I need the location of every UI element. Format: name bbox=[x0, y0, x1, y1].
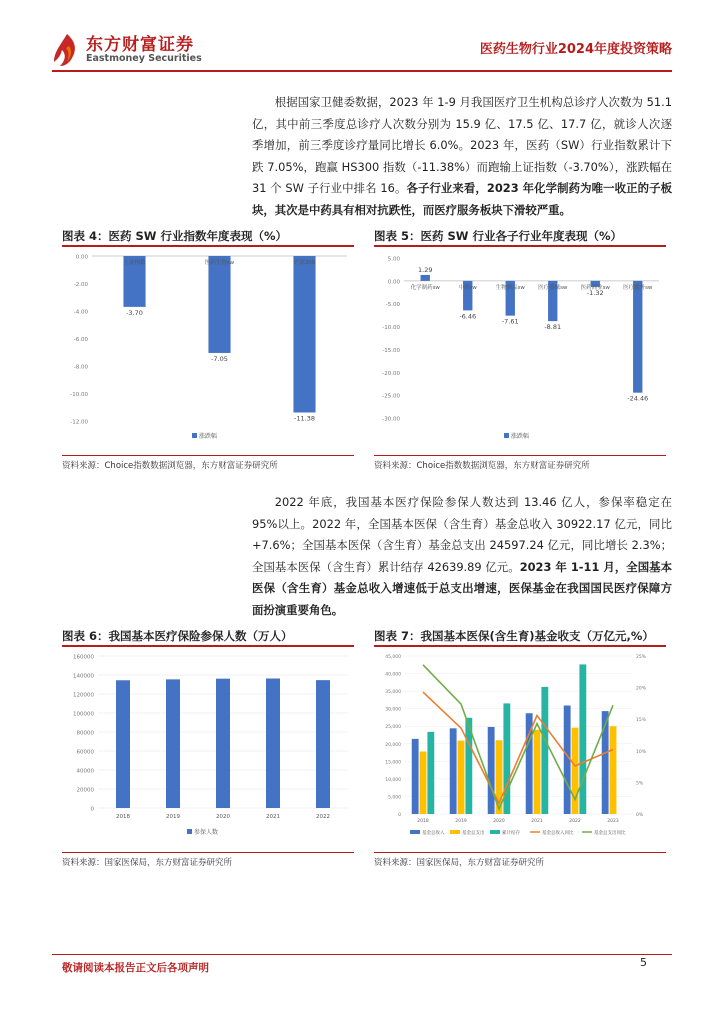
paragraph-highlight: 2023 年 1-11 月，全国基本医保（含生育）基金总收入增速低于总支出增速，医保基金在我国国民医疗保障方面扮演重要角色。 bbox=[252, 559, 673, 617]
legend-swatch bbox=[450, 830, 460, 834]
y-tick-label: -20.00 bbox=[382, 370, 400, 377]
logo-text-en: Eastmoney Securities bbox=[86, 53, 202, 64]
y-tick-label-left: 20,000 bbox=[385, 742, 401, 748]
legend-label: 参保人数 bbox=[194, 829, 219, 836]
figure-6-rule bbox=[62, 645, 354, 647]
bar-2020 bbox=[216, 679, 230, 808]
x-tick-label: 化学制药sw bbox=[410, 284, 440, 291]
bar-基金总支出-2019 bbox=[458, 741, 465, 814]
legend-swatch bbox=[504, 433, 509, 438]
y-tick-label: -4.00 bbox=[73, 309, 88, 316]
legend-label: 涨跌幅 bbox=[199, 433, 218, 440]
data-label: 1.29 bbox=[418, 265, 433, 274]
y-tick-label: 0.00 bbox=[387, 279, 400, 286]
bar-化学制药sw bbox=[421, 275, 430, 281]
bar-累计结存-2022 bbox=[579, 664, 586, 814]
y-tick-label: 0.00 bbox=[75, 254, 88, 261]
figure-5-title: 图表 5：医药 SW 行业各子行业年度表现（%） bbox=[374, 229, 623, 243]
y-tick-label: -8.00 bbox=[73, 364, 88, 371]
paragraph-text: 2022 年底，我国基本医疗保险参保人数达到 13.46 亿人，参保率稳定在 95%以上。2022 年，全国基本医保（含生育）基金总收入 30922.17 亿元，同比+7.6%；全国基本医保（含生育）基金总支出 24597.24 亿元，同比增长 2.3%；全国基本医保（含生育）累计结存 42639.89 亿元。 bbox=[252, 495, 672, 574]
y-tick-label-left: 5,000 bbox=[388, 795, 401, 801]
y-tick-label: -30.00 bbox=[382, 416, 400, 423]
legend-label: 涨跌幅 bbox=[511, 433, 530, 440]
y-tick-label: 100000 bbox=[73, 711, 94, 718]
figure-6-title: 图表 6：我国基本医疗保险参保人数（万人） bbox=[62, 629, 293, 643]
bar-累计结存-2018 bbox=[427, 732, 434, 814]
paragraph-text: 根据国家卫健委数据，2023 年 1-9 月我国医疗卫生机构总诊疗人次数为 51.1 亿，其中前三季度总诊疗人次数分别为 15.9 亿、17.5 亿、17.7 亿，就诊人次逐季增加，前三季度诊疗量同比增长 6.0%。2023 年，医药（SW）行业指数累计下跌 7.05%，跑赢 HS300 指数（-11.38%）而跑输上证指数（-3.70%），涨跌幅在 31 个 SW 子行业中排名 16。 bbox=[252, 95, 672, 195]
figure-5-chart bbox=[374, 248, 666, 454]
paragraph-medical-insurance bbox=[252, 492, 672, 621]
bar-基金总收入-2020 bbox=[488, 727, 495, 814]
y-tick-label: -25.00 bbox=[382, 393, 400, 400]
y-tick-label: 60000 bbox=[76, 749, 94, 756]
y-tick-label: 5.00 bbox=[387, 256, 400, 263]
x-tick-label: 生物制品sw bbox=[495, 284, 525, 291]
y-tick-label-right: 10% bbox=[636, 749, 647, 755]
x-tick-label: 2018 bbox=[417, 819, 429, 824]
figure-7-title: 图表 7：我国基本医保(含生育)基金收支（万亿元,%） bbox=[374, 629, 654, 643]
y-tick-label: -15.00 bbox=[382, 347, 400, 354]
legend-swatch bbox=[187, 829, 192, 834]
legend-label: 基金总收入同比 bbox=[542, 831, 574, 836]
legend-swatch bbox=[192, 433, 197, 438]
bar-基金总收入-2019 bbox=[450, 728, 457, 814]
logo-text-cn: 东方财富证券 bbox=[86, 35, 194, 55]
y-tick-label-left: 25,000 bbox=[385, 725, 401, 731]
y-tick-label-left: 15,000 bbox=[385, 760, 401, 766]
y-tick-label-left: 40,000 bbox=[385, 672, 401, 678]
x-tick-label: 2019 bbox=[166, 814, 180, 820]
y-tick-label: -12.00 bbox=[70, 419, 88, 426]
company-logo bbox=[52, 30, 232, 72]
legend-swatch bbox=[410, 830, 420, 834]
footer-disclaimer: 敬请阅读本报告正文后各项声明 bbox=[62, 962, 209, 974]
legend-label: 累计结存 bbox=[502, 831, 520, 836]
x-tick-label: 医疗服务sw bbox=[623, 284, 653, 291]
x-tick-label: 2022 bbox=[569, 819, 581, 824]
y-tick-label-right: 0% bbox=[636, 813, 644, 818]
x-tick-label: 上证指数 bbox=[123, 260, 146, 266]
figure-5-rule bbox=[374, 245, 666, 247]
figure-5-source: 资料来源：Choice指数数据浏览器，东方财富证券研究所 bbox=[374, 461, 590, 471]
y-tick-label-right: 5% bbox=[636, 781, 644, 787]
figure-6-bottom-rule bbox=[62, 852, 354, 853]
x-tick-label: 2020 bbox=[493, 819, 505, 824]
x-tick-label: 2021 bbox=[531, 819, 543, 824]
y-tick-label: -10.00 bbox=[70, 392, 88, 398]
x-tick-label: 2021 bbox=[266, 814, 280, 820]
data-label: -7.05 bbox=[211, 354, 228, 363]
y-tick-label-left: 35,000 bbox=[385, 690, 401, 696]
y-tick-label-right: 15% bbox=[636, 718, 647, 724]
bar-2022 bbox=[316, 680, 330, 808]
x-tick-label: 中药sw bbox=[458, 284, 477, 291]
bar-基金总收入-2018 bbox=[412, 739, 419, 814]
figure-4-bottom-rule bbox=[62, 455, 354, 456]
figure-7-chart bbox=[374, 648, 666, 848]
legend-swatch bbox=[490, 830, 500, 834]
data-label: -7.61 bbox=[501, 317, 519, 326]
y-tick-label-right: 20% bbox=[636, 686, 647, 692]
figure-6-chart bbox=[62, 648, 354, 848]
x-tick-label: 医药商业sw bbox=[580, 284, 610, 291]
y-tick-label: 80000 bbox=[76, 730, 94, 737]
y-tick-label: 40000 bbox=[76, 768, 94, 775]
report-title: 医药生物行业2024年度投资策略 bbox=[479, 42, 672, 57]
y-tick-label-left: 30,000 bbox=[385, 707, 401, 713]
y-tick-label: 20000 bbox=[76, 787, 94, 794]
x-tick-label: 2023 bbox=[607, 819, 619, 824]
x-tick-label: 2022 bbox=[316, 814, 330, 820]
x-tick-label: 医药生物sw bbox=[204, 260, 235, 266]
x-tick-label: 沪深300 bbox=[293, 260, 316, 266]
y-tick-label: 160000 bbox=[73, 654, 94, 661]
y-tick-label: -2.00 bbox=[73, 282, 88, 288]
x-tick-label: 医疗器械sw bbox=[538, 284, 568, 291]
x-tick-label: 2018 bbox=[116, 814, 130, 820]
footer-divider bbox=[52, 954, 672, 955]
bar-医药生物sw bbox=[208, 256, 230, 353]
bar-基金总支出-2023 bbox=[610, 726, 617, 814]
y-tick-label-left: 0 bbox=[398, 813, 401, 818]
figure-4-source: 资料来源：Choice指数数据浏览器，东方财富证券研究所 bbox=[62, 461, 278, 471]
figure-7-source: 资料来源：国家医保局，东方财富证券研究所 bbox=[374, 858, 545, 868]
paragraph-highlight: 各子行业来看，2023 年化学制药为唯一收正的子板块，其次是中药具有相对抗跌性，而医疗服务板块下滑较严重。 bbox=[252, 181, 673, 217]
data-label: -6.46 bbox=[459, 312, 477, 321]
bar-2019 bbox=[166, 679, 180, 808]
header-divider bbox=[52, 70, 672, 72]
y-tick-label: 140000 bbox=[73, 673, 94, 680]
y-tick-label-left: 45,000 bbox=[385, 655, 401, 660]
paragraph-clinic-visits bbox=[252, 92, 672, 221]
legend-label: 基金总支出 bbox=[462, 831, 485, 836]
figure-6-source: 资料来源：国家医保局，东方财富证券研究所 bbox=[62, 858, 233, 868]
bar-2021 bbox=[266, 679, 280, 808]
y-tick-label-left: 10,000 bbox=[385, 777, 401, 783]
x-tick-label: 2019 bbox=[455, 819, 467, 824]
data-label: -24.46 bbox=[627, 394, 649, 403]
figure-4-rule bbox=[62, 245, 354, 247]
y-tick-label: 0 bbox=[90, 806, 94, 813]
y-tick-label-right: 25% bbox=[636, 655, 647, 660]
data-label: -1.32 bbox=[586, 288, 604, 297]
y-tick-label: -10.00 bbox=[382, 325, 400, 332]
bar-基金总支出-2021 bbox=[534, 730, 541, 814]
bar-沪深300 bbox=[293, 256, 315, 412]
data-label: -3.70 bbox=[126, 308, 143, 317]
figure-5-bottom-rule bbox=[374, 455, 666, 456]
y-tick-label: -6.00 bbox=[73, 337, 88, 343]
y-tick-label: 120000 bbox=[73, 692, 94, 699]
x-tick-label: 2020 bbox=[216, 814, 230, 820]
figure-7-rule bbox=[374, 645, 666, 647]
data-label: -8.81 bbox=[544, 323, 562, 332]
bar-医疗服务sw bbox=[633, 281, 642, 393]
legend-label: 基金总收入 bbox=[422, 831, 445, 836]
figure-7-bottom-rule bbox=[374, 852, 666, 853]
legend-label: 基金总支出同比 bbox=[594, 831, 626, 836]
eastmoney-logo-icon bbox=[52, 32, 82, 68]
bar-累计结存-2021 bbox=[541, 687, 548, 814]
page-number: 5 bbox=[640, 956, 647, 969]
bar-2018 bbox=[116, 680, 130, 808]
figure-4-title: 图表 4：医药 SW 行业指数年度表现（%） bbox=[62, 229, 288, 243]
y-tick-label: -5.00 bbox=[385, 302, 400, 309]
data-label: -11.38 bbox=[294, 414, 315, 423]
bar-基金总支出-2018 bbox=[420, 752, 427, 814]
figure-4-chart bbox=[62, 248, 354, 454]
